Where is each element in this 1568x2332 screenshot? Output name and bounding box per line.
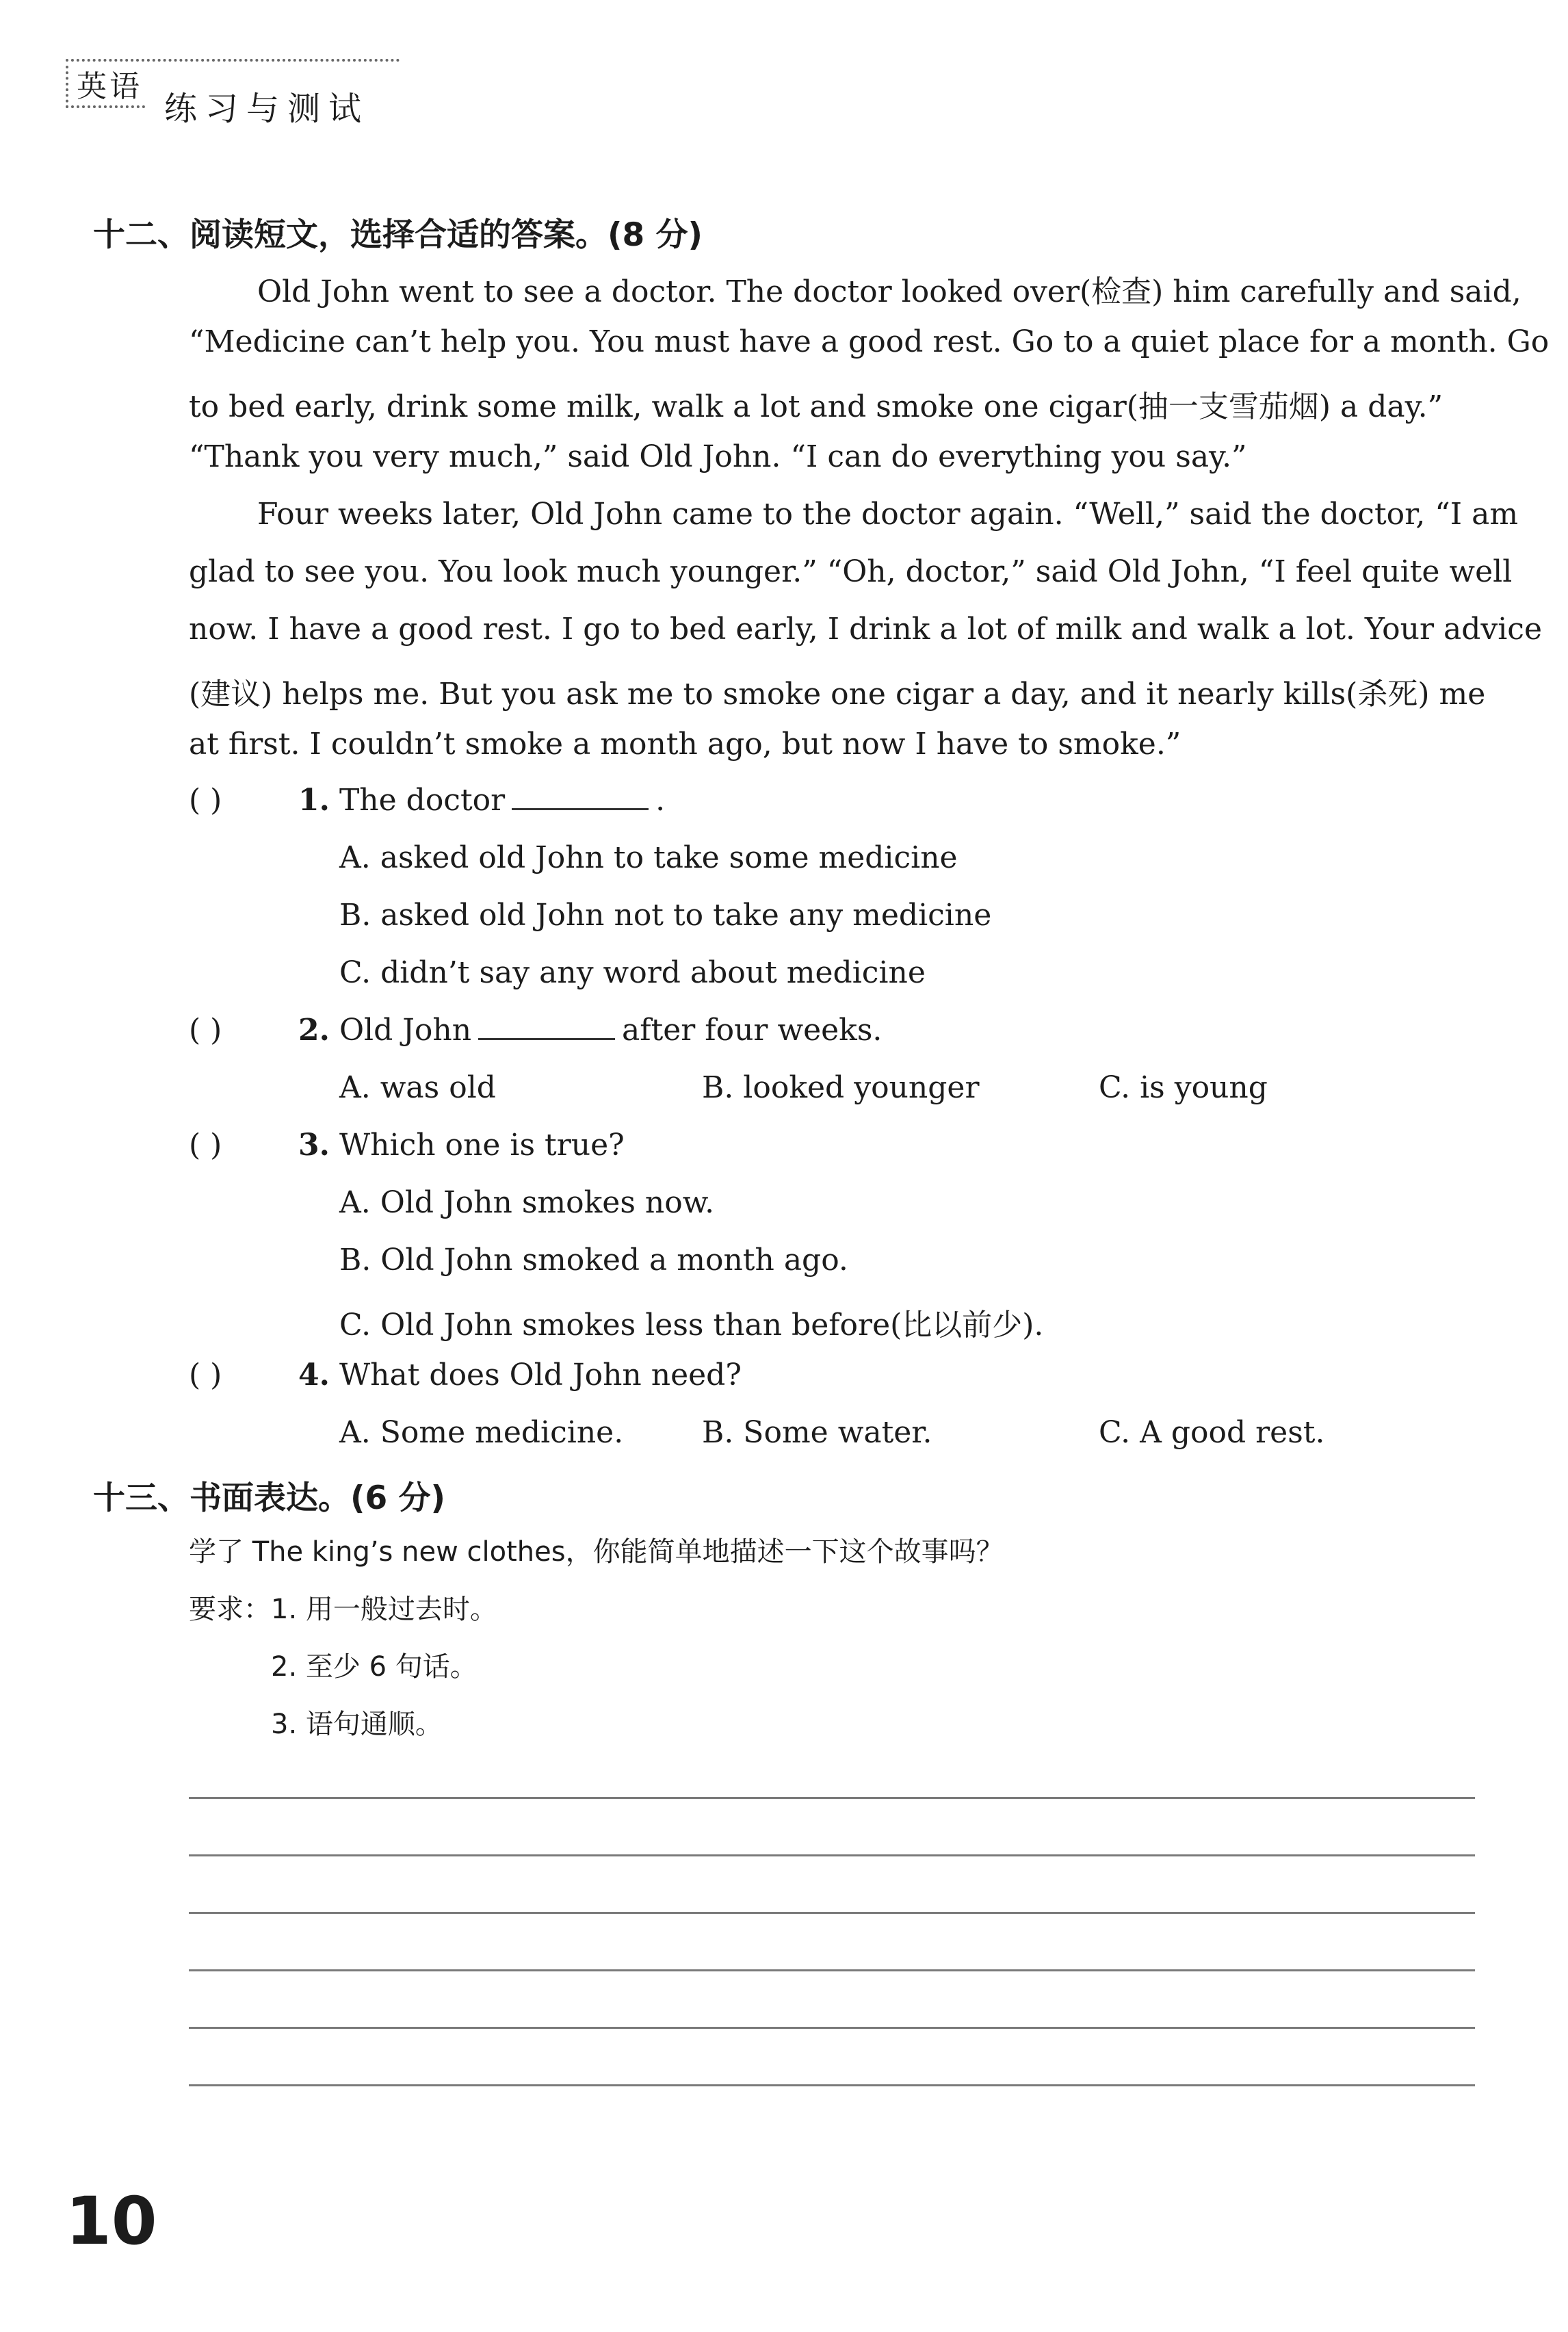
question-1-number: 1. <box>298 783 330 818</box>
question-3-stem: Which one is true? <box>339 1128 625 1163</box>
q4-option-c: C. A good rest. <box>1099 1415 1325 1450</box>
writing-line[interactable] <box>189 2084 1475 2086</box>
answer-parenthesis-1[interactable]: ( ) <box>189 783 222 818</box>
requirement-2: 2. 至少 6 句话。 <box>271 1651 478 1683</box>
question-2-number: 2. <box>298 1013 330 1048</box>
question-4 <box>298 1358 742 1392</box>
question-4-number: 4. <box>298 1358 330 1392</box>
question-3 <box>298 1128 625 1163</box>
q4-option-b: B. Some water. <box>702 1415 932 1450</box>
passage-line-2: “Medicine can’t help you. You must have a good rest. Go to a quiet place for a month. Go <box>189 324 1550 359</box>
question-2-stem: Old John <box>339 1013 472 1048</box>
q1-option-a: A. asked old John to take some medicine <box>339 840 958 875</box>
question-2-blank[interactable] <box>478 1018 615 1040</box>
passage-line-9: at first. I couldn’t smoke a month ago, but now I have to smoke.” <box>189 727 1181 762</box>
requirement-3: 3. 语句通顺。 <box>271 1709 443 1740</box>
q1-option-b: B. asked old John not to take any medicine <box>339 898 992 933</box>
writing-line[interactable] <box>189 2027 1475 2029</box>
q3-option-b: B. Old John smoked a month ago. <box>339 1243 848 1278</box>
q3-option-a: A. Old John smokes now. <box>339 1185 715 1220</box>
answer-parenthesis-2[interactable]: ( ) <box>189 1013 222 1048</box>
q2-option-b: B. looked younger <box>702 1070 980 1105</box>
writing-line[interactable] <box>189 1797 1475 1799</box>
question-4-stem: What does Old John need? <box>339 1358 742 1392</box>
question-1-blank[interactable] <box>512 788 649 810</box>
passage-line-7: now. I have a good rest. I go to bed early, I drink a lot of milk and walk a lot. Your advice <box>189 612 1542 647</box>
question-1-stem: The doctor <box>339 783 506 818</box>
passage-line-6: glad to see you. You look much younger.” “Oh, doctor,” said Old John, “I feel quite well <box>189 554 1513 589</box>
q3-option-c: C. Old John smokes less than before(比以前少). <box>339 1308 1044 1343</box>
passage-line-4: “Thank you very much,” said Old John. “I can do everything you say.” <box>189 439 1247 474</box>
passage-line-8: (建议) helps me. But you ask me to smoke one cigar a day, and it nearly kills(杀死) me <box>189 677 1486 712</box>
answer-parenthesis-4[interactable]: ( ) <box>189 1358 222 1392</box>
question-2-stem-end: after four weeks. <box>622 1013 883 1048</box>
q1-option-c: C. didn’t say any word about medicine <box>339 955 926 990</box>
requirement-1: 要求：1. 用一般过去时。 <box>189 1594 497 1625</box>
section-13-title: 十三、书面表达。(6 分) <box>93 1479 446 1517</box>
passage-line-5: Four weeks later, Old John came to the doctor again. “Well,” said the doctor, “I am <box>257 497 1519 532</box>
question-1-stem-end: . <box>655 783 666 818</box>
question-2 <box>298 1013 882 1048</box>
header-subject: 英语 <box>77 69 142 104</box>
writing-prompt: 学了 The king’s new clothes，你能简单地描述一下这个故事吗？ <box>189 1536 1004 1568</box>
writing-line[interactable] <box>189 1854 1475 1856</box>
writing-line[interactable] <box>189 1912 1475 1914</box>
q4-option-a: A. Some medicine. <box>339 1415 624 1450</box>
passage-line-1: Old John went to see a doctor. The doctor looked over(检查) him carefully and said, <box>257 274 1521 309</box>
header-title: 练习与测试 <box>164 90 370 128</box>
q2-option-a: A. was old <box>339 1070 496 1105</box>
passage-line-3: to bed early, drink some milk, walk a lot and smoke one cigar(抽一支雪茄烟) a day.” <box>189 389 1443 424</box>
question-1 <box>298 783 665 818</box>
question-3-number: 3. <box>298 1128 330 1163</box>
answer-parenthesis-3[interactable]: ( ) <box>189 1128 222 1163</box>
page-number: 10 <box>66 2183 157 2259</box>
q2-option-c: C. is young <box>1099 1070 1268 1105</box>
writing-line[interactable] <box>189 1969 1475 1971</box>
section-12-title: 十二、阅读短文，选择合适的答案。(8 分) <box>93 216 703 254</box>
